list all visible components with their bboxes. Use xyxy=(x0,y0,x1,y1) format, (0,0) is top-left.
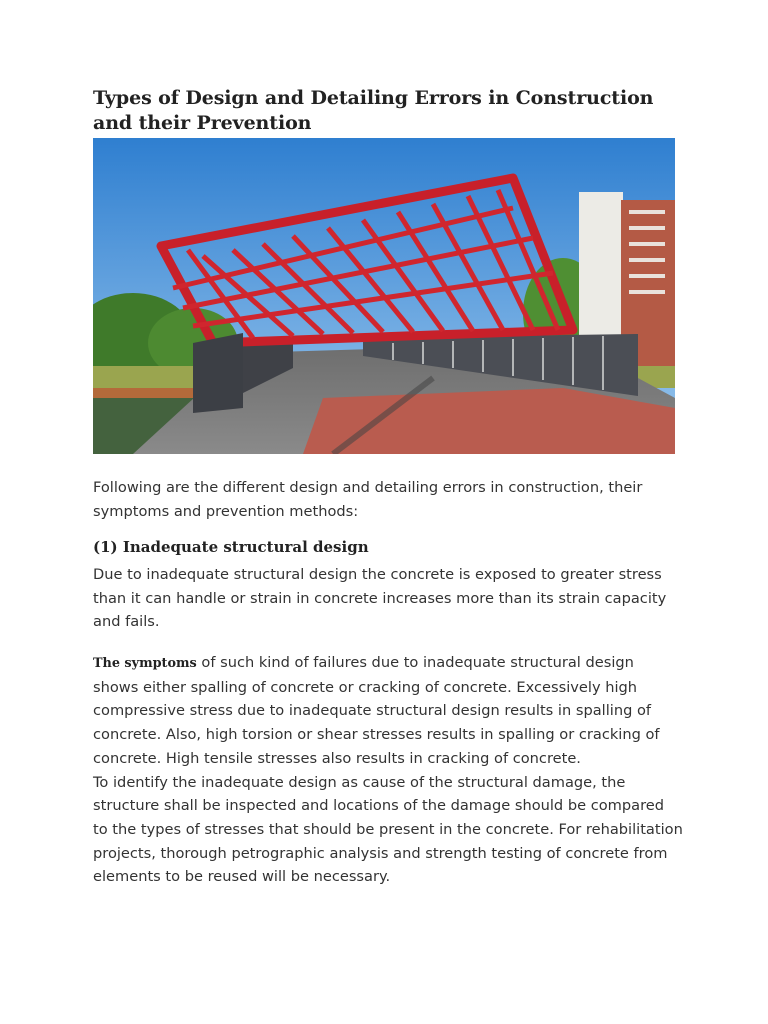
section-body xyxy=(93,563,683,634)
identify-paragraph: To identify the inadequate design as cause of the structural damage, the structure shall be inspected and locations of the damage should be compared to the types of stresses that should be present in the concrete. For rehabilitation projects, thorough petrographic analysis and strength testing of concrete from elements to be reused will be necessary. xyxy=(93,773,683,886)
section-heading: (1) Inadequate structural design xyxy=(93,538,369,556)
article-title: Types of Design and Detailing Errors in Construction and their Prevention xyxy=(93,87,654,134)
bridge-illustration xyxy=(93,138,675,454)
section-body-text: Due to inadequate structural design the concrete is exposed to greater stress than it can handle or strain in concrete increases more than its strain capacity and fails. xyxy=(93,566,667,631)
article-header xyxy=(93,86,693,136)
symptoms-text: of such kind of failures due to inadequate structural design shows either spalling of concrete or cracking of concrete. Excessively high compressive stress due to inadequate structural design results in spalling of concrete. Also, high torsion or shear stresses results in spalling or cracking of concrete. High tensile stresses also results in cracking of concrete. xyxy=(93,654,660,767)
symptoms-lead: The symptoms xyxy=(93,656,197,671)
intro-paragraph xyxy=(93,476,683,523)
intro-text: Following are the different design and detailing errors in construction, their symptoms and prevention methods: xyxy=(93,479,643,520)
symptoms-paragraph xyxy=(93,651,683,771)
symptoms-block xyxy=(93,651,683,889)
bridge-photo xyxy=(93,138,675,454)
